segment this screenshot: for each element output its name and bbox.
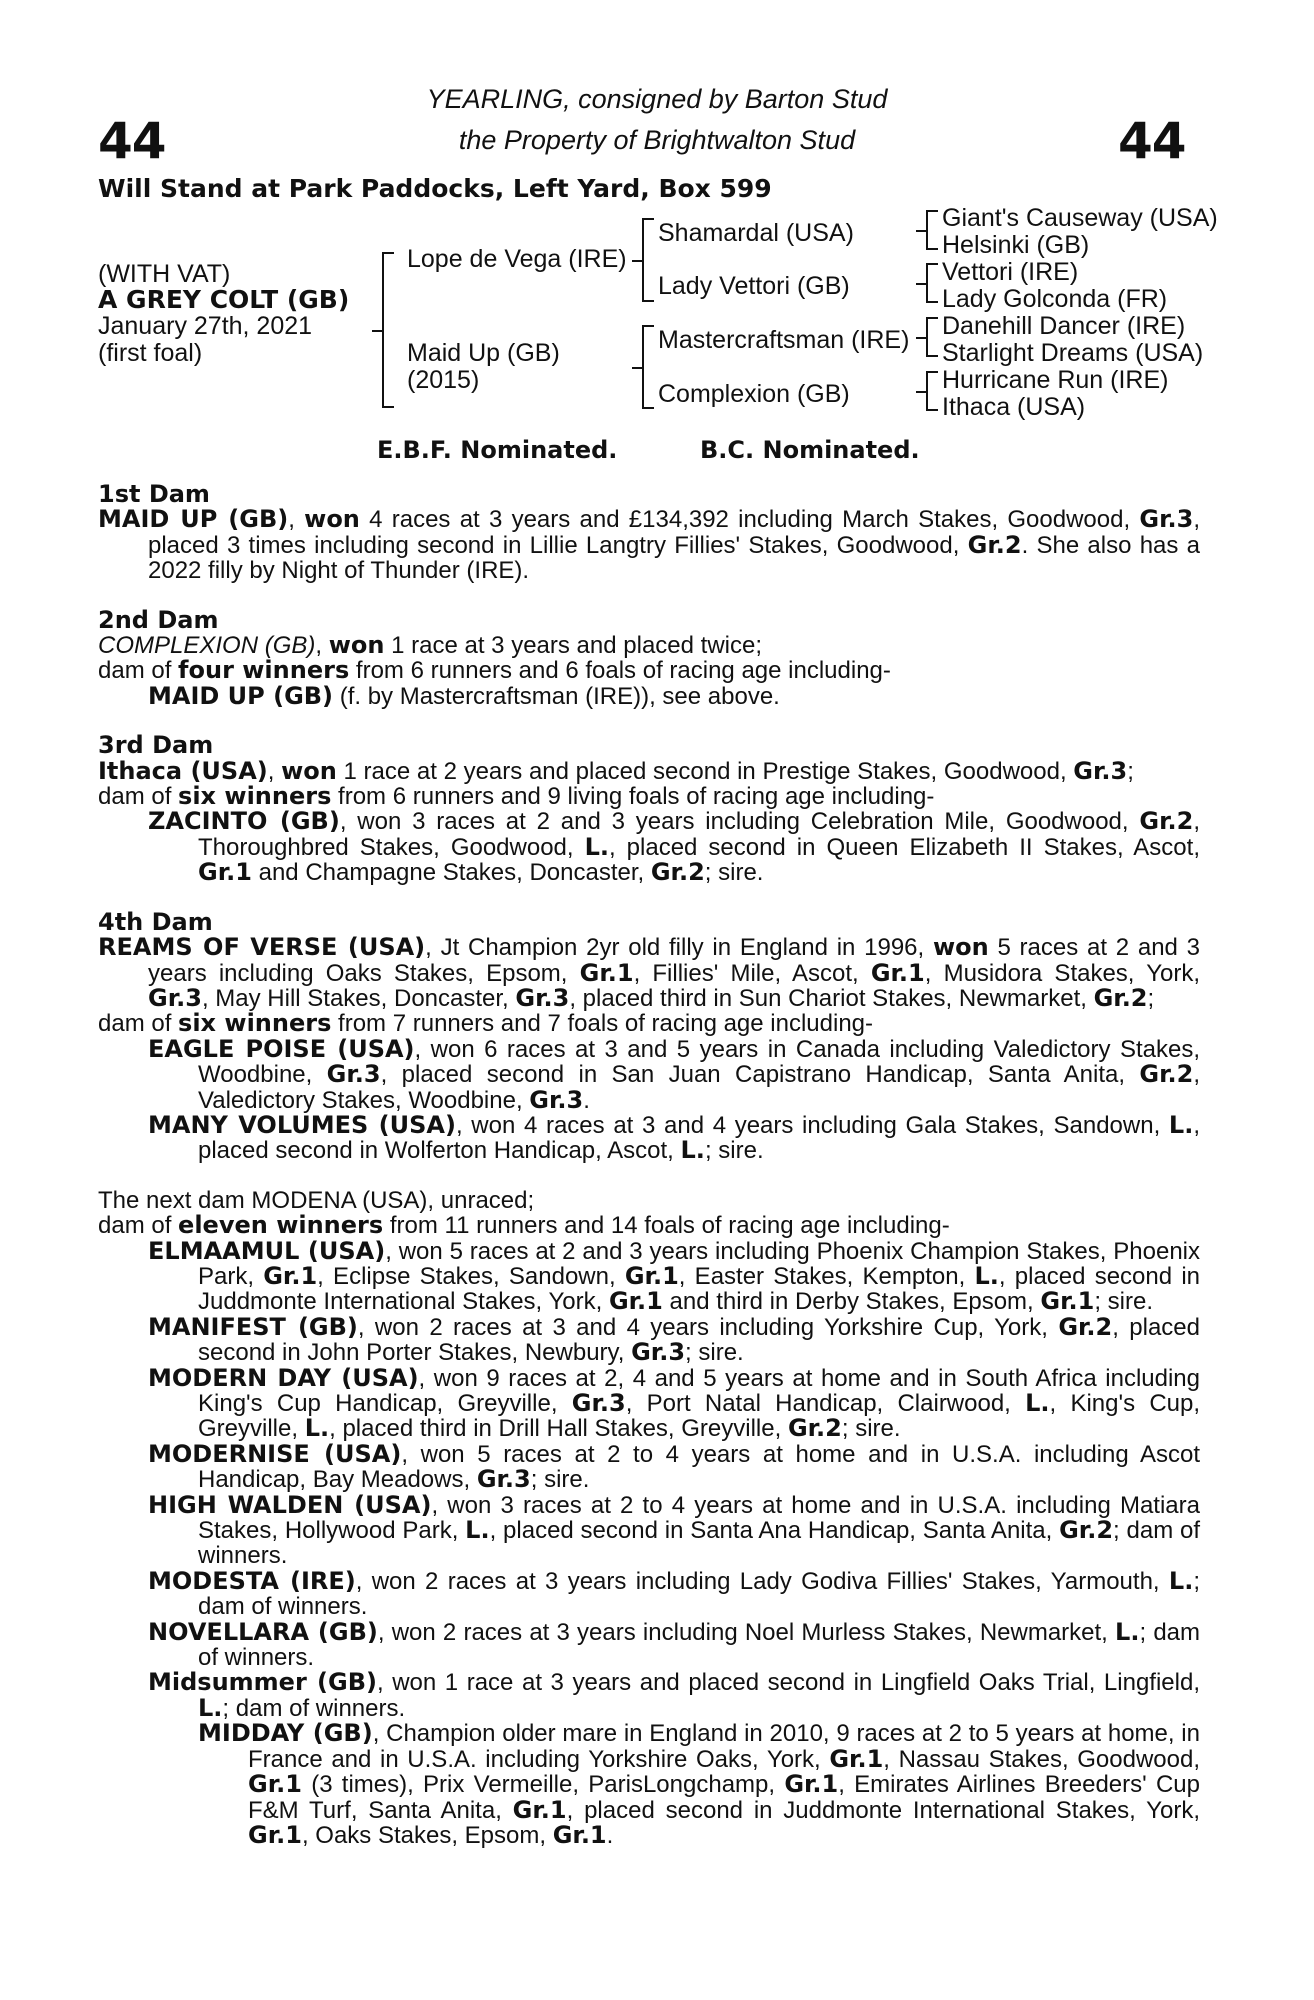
bold-text: Gr.3 [1073,756,1128,785]
bold-text: Gr.1 [608,1287,663,1316]
dam-record [98,658,1200,683]
pedigree-g4: Lady Golconda (FR) [942,285,1168,313]
bold-text: Gr.2 [1058,1312,1113,1341]
text-run: , Musidora Stakes, York, [924,959,1201,987]
consignor-line-1: YEARLING, consigned by Barton Stud [426,84,888,114]
bold-text: Gr.1 [552,1820,607,1849]
produce-record [98,1363,1201,1443]
pedigree-brace-g4 [926,371,938,411]
text-run: , Thoroughbred Stakes, Goodwood, [198,808,1200,861]
text-run: and Champagne Stakes, Doncaster, [251,859,651,887]
foaling-date: January 27th, 2021 [98,312,313,340]
text-run: , Port Natal Handicap, Clairwood, [625,1390,1026,1417]
text-run: , Jt Champion 2yr old filly in England in 1996, [425,934,933,962]
bold-text: MANY VOLUMES (USA) [148,1110,456,1139]
bold-text: six winners [178,1009,332,1038]
text-run: , won 4 races at 3 and 4 years including Gala Stakes, Sandown, [455,1111,1169,1139]
bold-text: Gr.1 [870,958,925,987]
dam-family-text [98,482,1200,1848]
pedigree-dam: Maid Up (GB) [407,339,560,367]
pedigree-g8: Ithaca (USA) [942,393,1086,421]
text-run: , won 9 races at 2, 4 and 5 years at home and in South Africa including King's Cup Handicap, Greyville, [198,1364,1201,1417]
bold-text: Gr.1 [512,1795,567,1824]
bold-text: Midsummer (GB) [148,1668,377,1697]
produce-record [98,1566,1200,1621]
text-run: dam of [98,783,179,811]
foal-note: (first foal) [98,339,203,367]
pedigree-brace-dam [642,325,654,409]
text-run: , [315,632,329,660]
bold-text: Gr.3 [571,1389,626,1417]
text-run: . [583,1086,590,1114]
produce-record [98,1670,1200,1721]
produce-record [98,1034,1200,1114]
section-heading: 4th Dam [98,907,213,936]
text-run: , won 1 race at 3 years and placed second in Lingfield Oaks Trial, Lingfield, [376,1669,1201,1697]
text-run: , Fillies' Mile, Ascot, [633,959,871,987]
bold-text: L. [584,832,609,861]
section-gap [98,886,1200,910]
produce-record [98,1312,1201,1367]
text-run: , won 5 races at 2 to 4 years at home and in U.S.A. including Ascot Handicap, Bay Meadows, [198,1440,1200,1494]
bold-text: Gr.1 [248,1820,302,1849]
pedigree-dam-sire: Mastercraftsman (IRE) [658,326,910,354]
pedigree-brace-main [382,252,394,408]
text-run: . She also has a 2022 filly by Night of Thunder (IRE). [148,531,1200,585]
dam-record [98,633,1200,658]
text-run: . [606,1821,614,1849]
text-run: , won 2 races at 3 years including Lady Godiva Fillies' Stakes, Yarmouth, [355,1567,1169,1595]
bold-text: four winners [178,656,350,685]
text-run: , Champion older mare in England in 2010, 9 races at 2 to 5 years at home, in France and in U.S.A. including Yorkshire Oaks, York, [248,1720,1200,1773]
text-run: , won 6 races at 3 and 5 years in Canada including Valedictory Stakes, Woodbine, [198,1035,1200,1089]
text-run: from 11 runners and 14 foals of racing age including- [383,1212,950,1240]
pedigree-g2: Helsinki (GB) [942,231,1090,259]
text-run: dam of [98,1010,179,1038]
section-heading: 2nd Dam [98,605,219,634]
section-gap [98,709,1200,733]
bold-text: Gr.3 [1139,505,1194,534]
text-run: , placed second in Juddmonte International Stakes, York, [566,1796,1200,1824]
bold-text: Gr.1 [624,1261,679,1290]
text-run: , placed second in San Juan Capistrano Handicap, Santa Anita, [380,1061,1140,1089]
bold-text: MODERN DAY (USA) [148,1363,419,1392]
pedigree-sire-sire: Shamardal (USA) [658,219,854,247]
bold-text: Gr.1 [263,1261,318,1290]
text-run: , placed second in Wolferton Handicap, Ascot, [198,1111,1200,1165]
bold-text: L. [304,1414,330,1443]
text-run: ; sire. [1094,1288,1154,1316]
text-run: , Eclipse Stakes, Sandown, [317,1262,625,1290]
pedigree-sire-dam: Lady Vettori (GB) [658,272,850,300]
pedigree-dam-dam: Complexion (GB) [658,380,850,408]
produce-record [98,681,1200,710]
bold-text: MIDDAY (GB) [198,1719,373,1748]
text-run: 4 races at 3 years and £134,392 including March Stakes, Goodwood, [359,506,1140,534]
produce-record [98,809,1200,885]
bold-text: Gr.2 [967,530,1022,559]
text-run: , won 2 races at 3 years including Noel Murless Stakes, Newmarket, [377,1618,1116,1646]
pedigree-brace-g2 [926,263,938,303]
bold-text: Gr.2 [787,1414,842,1443]
dam-record [98,935,1200,1011]
bold-text: REAMS OF VERSE (USA) [98,933,426,962]
text-run: ; dam of winners. [198,1517,1201,1570]
bold-text: Gr.2 [1139,1060,1194,1089]
pedigree-g6: Starlight Dreams (USA) [942,339,1204,367]
text-run: (3 times), Prix Vermeille, ParisLongchamp, [301,1771,785,1799]
text-run: from 6 runners and 6 foals of racing age including- [349,657,891,685]
bold-text: Ithaca (USA) [98,756,268,785]
text-run: , Easter Stakes, Kempton, [678,1262,975,1290]
text-run: ; [1147,984,1155,1012]
dam-record [98,1011,1200,1036]
produce-record [98,1110,1200,1165]
text-run: from 6 runners and 9 living foals of racing age including- [331,783,935,811]
text-run: , Valedictory Stakes, Woodbine, [198,1061,1200,1114]
bold-text: Gr.1 [248,1770,302,1799]
bold-text: Gr.1 [198,858,252,887]
bold-text: Gr.1 [579,958,634,987]
pedigree-brace-sire [642,218,654,302]
lot-number-right: 44 [1118,112,1186,170]
bold-text: Gr.3 [326,1060,381,1089]
text-run: , Oaks Stakes, Epsom, [301,1821,553,1849]
text-run: , won 2 races at 3 and 4 years including Yorkshire Cup, York, [357,1313,1059,1341]
bold-text: L. [198,1693,223,1722]
bold-text: won [304,505,360,534]
text-run: , placed 3 times including second in Lillie Langtry Fillies' Stakes, Goodwood, [148,506,1201,559]
bold-text: Gr.1 [1040,1287,1095,1316]
dam-record [98,507,1200,583]
text-run: , [267,757,282,785]
bold-text: Gr.3 [631,1338,686,1367]
bold-text: L. [1115,1617,1140,1646]
text-run: , placed third in Drill Hall Stakes, Greyville, [329,1415,788,1443]
section-heading: 3rd Dam [98,731,214,760]
text-run: dam of [98,1212,179,1240]
text-run: , May Hill Stakes, Doncaster, [201,984,516,1012]
text-run: , Emirates Airlines Breeders' Cup F&M Turf, Santa Anita, [248,1771,1200,1824]
bold-text: MODERNISE (USA) [148,1439,402,1468]
bold-text: Gr.1 [784,1770,839,1799]
bold-text: Gr.3 [515,983,570,1012]
text-run: , won 5 races at 2 and 3 years including Phoenix Champion Stakes, Phoenix Park, [198,1237,1200,1290]
text-run: , placed second in Queen Elizabeth II Stakes, Ascot, [609,833,1200,861]
dam-record [98,784,1200,809]
bold-text: L. [465,1516,490,1545]
bold-text: won [932,933,989,962]
text-run: , King's Cup, Greyville, [198,1390,1201,1443]
pedigree-dam-year: (2015) [407,366,480,394]
text-run: 5 races at 2 and 3 years including Oaks Stakes, Epsom, [148,934,1201,987]
section-gap [98,584,1200,608]
section-heading: 1st Dam [98,480,210,508]
text-run: and third in Derby Stakes, Epsom, [662,1288,1041,1316]
text-run: ; dam of winners. [198,1618,1201,1672]
bc-nomination: B.C. Nominated. [700,436,920,464]
consignor-line-2: the Property of Brightwalton Stud [458,125,856,155]
section-gap [98,1164,1200,1188]
vat-note: (WITH VAT) [98,260,231,288]
produce-record [98,1439,1200,1494]
lot-number-left: 44 [98,112,166,170]
text-run: ; sire. [685,1339,744,1367]
text-run: , won 3 races at 2 to 4 years at home and in U.S.A. including Matiara Stakes, Hollywood Park, [198,1491,1200,1545]
text-run: The next dam MODENA (USA), unraced; [98,1186,535,1214]
bold-text: L. [680,1136,705,1165]
pedigree-g5: Danehill Dancer (IRE) [942,312,1186,340]
bold-text: HIGH WALDEN (USA) [148,1490,432,1519]
produce-record [98,1721,1200,1848]
pedigree-sire: Lope de Vega (IRE) [407,245,627,273]
produce-record [98,1617,1201,1672]
bold-text: MAID UP (GB) [98,505,289,534]
text-run: , won 3 races at 2 and 3 years including Celebration Mile, Goodwood, [339,808,1140,836]
bold-text: L. [1168,1110,1194,1139]
italic-text: COMPLEXION (GB) [98,632,316,660]
bold-text: Gr.2 [650,858,705,887]
bold-text: ELMAAMUL (USA) [148,1236,386,1265]
text-run: dam of [98,657,179,685]
bold-text: EAGLE POISE (USA) [148,1034,415,1063]
bold-text: L. [1168,1566,1194,1595]
bold-text: six winners [178,782,332,811]
bold-text: Gr.2 [1093,983,1148,1012]
text-run: , Nassau Stakes, Goodwood, [883,1745,1201,1773]
bold-text: won [281,756,337,785]
ebf-nomination: E.B.F. Nominated. [377,436,618,464]
stand-location: Will Stand at Park Paddocks, Left Yard, Box 599 [98,174,772,203]
bold-text: MAID UP (GB) [148,681,334,710]
bold-text: Gr.2 [1139,807,1194,836]
text-run: 1 race at 3 years and placed twice; [384,632,762,660]
bold-text: Gr.3 [476,1465,531,1494]
text-run: ; sire. [704,859,764,887]
bold-text: won [328,631,385,660]
bold-text: Gr.3 [148,983,202,1012]
bold-text: L. [1025,1389,1050,1417]
produce-record [98,1236,1201,1316]
text-run: ; sire. [704,1137,764,1165]
text-run: , [288,506,305,534]
pedigree-g7: Hurricane Run (IRE) [942,366,1169,394]
pedigree-g1: Giant's Causeway (USA) [942,204,1218,232]
bold-text: Gr.3 [529,1085,584,1114]
pedigree-brace-g1 [926,210,938,250]
dam-record [98,756,1200,785]
lot-description: A GREY COLT (GB) [98,285,350,314]
bold-text: NOVELLARA (GB) [148,1617,378,1646]
text-run: , placed second in Juddmonte International Stakes, York, [198,1262,1201,1316]
bold-text: MODESTA (IRE) [148,1566,356,1595]
text-run: ; sire. [841,1415,901,1443]
text-run: ; sire. [530,1466,590,1494]
pedigree-brace-g3 [926,317,938,357]
bold-text: L. [974,1261,999,1290]
dam-record [98,1188,1200,1213]
produce-record [98,1490,1201,1570]
bold-text: eleven winners [178,1211,384,1240]
text-run: from 7 runners and 7 foals of racing age including- [331,1010,874,1038]
dam-record [98,1213,1200,1238]
bold-text: Gr.2 [1059,1516,1114,1545]
text-run: ; [1127,757,1134,785]
text-run: , placed second in John Porter Stakes, Newbury, [198,1313,1201,1367]
bold-text: ZACINTO (GB) [148,807,340,836]
pedigree-g3: Vettori (IRE) [942,258,1079,286]
bold-text: MANIFEST (GB) [148,1312,358,1341]
text-run: ; dam of winners. [222,1694,406,1722]
text-run: 1 race at 2 years and placed second in Prestige Stakes, Goodwood, [336,757,1074,785]
text-run: , placed third in Sun Chariot Stakes, Newmarket, [569,984,1094,1012]
text-run: (f. by Mastercraftsman (IRE)), see above. [333,682,780,710]
text-run: ; dam of winners. [198,1567,1200,1621]
text-run: , placed second in Santa Ana Handicap, Santa Anita, [489,1517,1060,1545]
bold-text: Gr.1 [829,1744,884,1773]
